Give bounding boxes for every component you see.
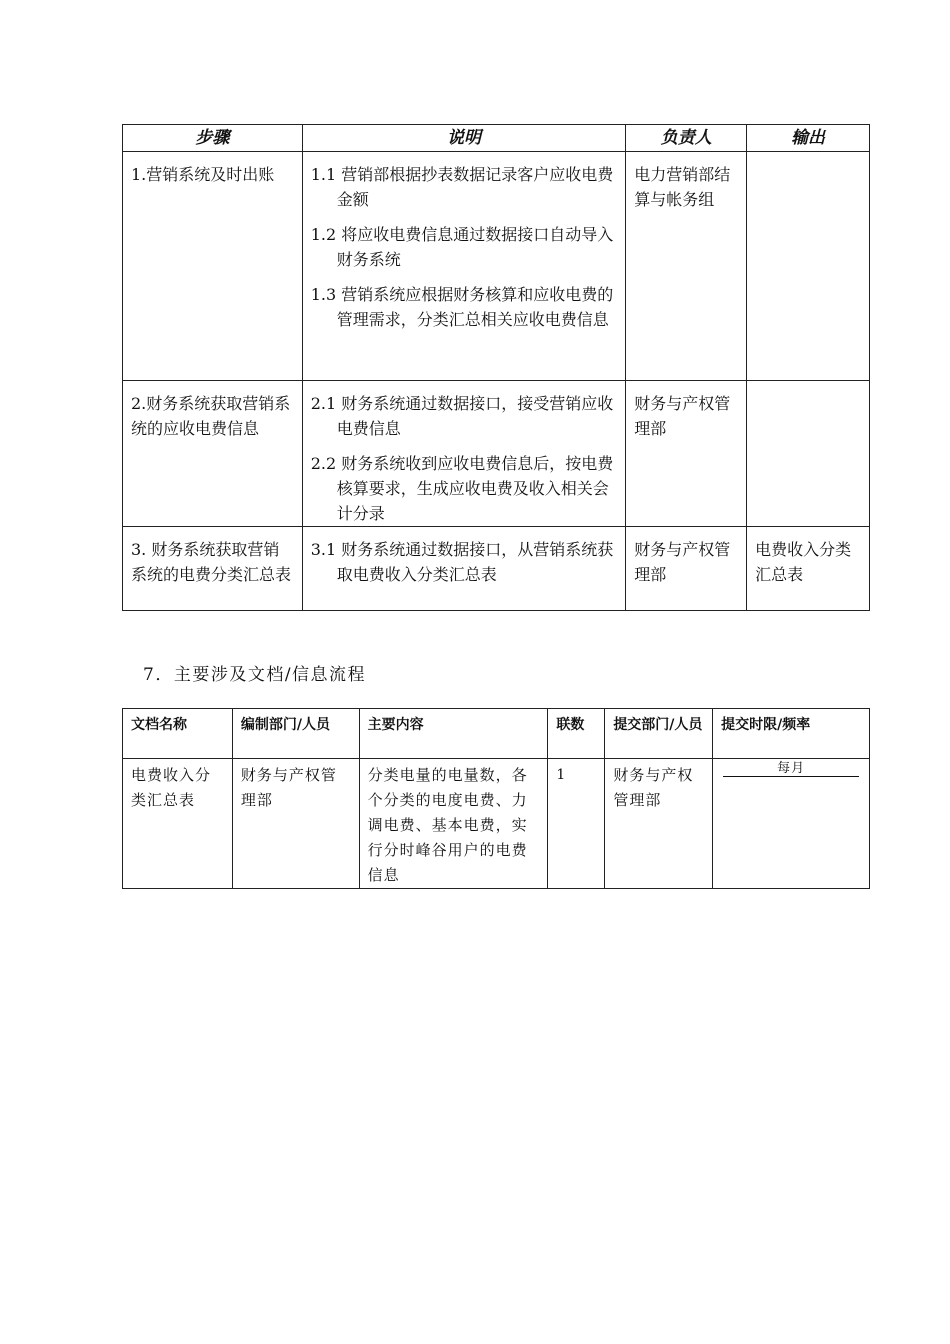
header-copies: 联数: [548, 709, 605, 759]
header-submit-dept: 提交部门/人员: [605, 709, 713, 759]
description-item: 1.3 营销系统应根据财务核算和应收电费的管理需求，分类汇总相关应收电费信息: [310, 285, 614, 329]
header-step: 步骤: [123, 125, 303, 152]
description-item: 1.1 营销部根据抄表数据记录客户应收电费金额: [310, 165, 614, 209]
documents-table-header: [123, 709, 870, 759]
table-row: [123, 527, 870, 611]
table-row: [123, 381, 870, 527]
compile-dept-cell: 财务与产权管理部: [232, 759, 359, 889]
copies-cell: 1: [548, 759, 605, 889]
header-frequency: 提交时限/频率: [713, 709, 870, 759]
frequency-cell: [713, 759, 870, 889]
header-description: 说明: [302, 125, 626, 152]
content-cell: 分类电量的电量数，各个分类的电度电费、力调电费、基本电费，实行分时峰谷用户的电费信息: [359, 759, 548, 889]
description-cell: [302, 152, 626, 381]
documents-table: [122, 708, 870, 889]
section-title: 7．主要涉及文档/信息流程: [143, 665, 367, 685]
description-item: 2.1 财务系统通过数据接口，接受营销应收电费信息: [310, 394, 614, 438]
owner-cell: 财务与产权管理部: [626, 381, 747, 527]
submit-dept-cell: 财务与产权管理部: [605, 759, 713, 889]
header-content: 主要内容: [359, 709, 548, 759]
header-output: 输出: [747, 125, 870, 152]
steps-table: [122, 124, 870, 611]
doc-name-cell: 电费收入分类汇总表: [123, 759, 233, 889]
step-cell: 2.财务系统获取营销系统的应收电费信息: [123, 381, 303, 527]
step-cell: 1.营销系统及时出账: [123, 152, 303, 381]
header-owner: 负责人: [626, 125, 747, 152]
owner-cell: 电力营销部结算与帐务组: [626, 152, 747, 381]
output-cell: [747, 152, 870, 381]
header-compile-dept: 编制部门/人员: [232, 709, 359, 759]
table-row: [123, 759, 870, 889]
header-doc-name: 文档名称: [123, 709, 233, 759]
output-cell: [747, 381, 870, 527]
description-cell: [302, 527, 626, 611]
owner-cell: 财务与产权管理部: [626, 527, 747, 611]
description-cell: [302, 381, 626, 527]
description-item: 2.2 财务系统收到应收电费信息后，按电费核算要求，生成应收电费及收入相关会计分录: [310, 454, 614, 523]
steps-table-header: [123, 125, 870, 152]
step-cell: 3. 财务系统获取营销系统的电费分类汇总表: [123, 527, 303, 611]
frequency-value: 每月: [723, 761, 859, 777]
output-cell: 电费收入分类汇总表: [747, 527, 870, 611]
description-item: 3.1 财务系统通过数据接口，从营销系统获取电费收入分类汇总表: [310, 540, 614, 584]
table-row: [123, 152, 870, 381]
description-item: 1.2 将应收电费信息通过数据接口自动导入财务系统: [310, 225, 614, 269]
